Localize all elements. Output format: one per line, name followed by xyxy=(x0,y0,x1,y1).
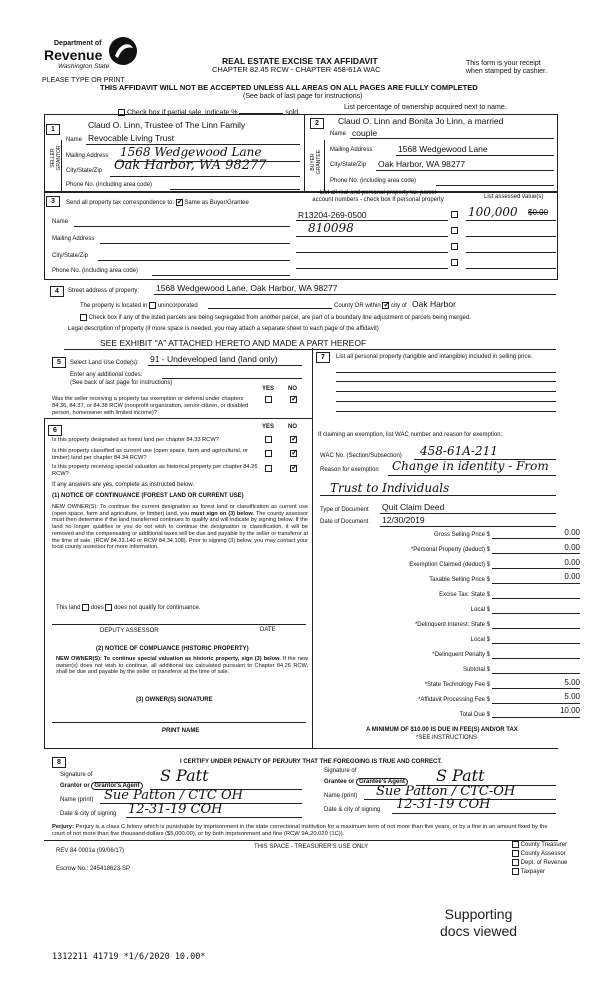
sec5-yes: YES xyxy=(262,386,275,392)
city-of-value: Oak Harbor xyxy=(412,299,456,309)
correspondence-name-label: Name xyxy=(52,219,69,225)
grantor-signature: S Patt xyxy=(160,766,209,785)
parcel-2-personal-checkbox[interactable] xyxy=(451,227,458,234)
continuance-row xyxy=(56,604,200,612)
grantee-name-label: Name xyxy=(330,131,347,137)
notice2-body xyxy=(56,656,308,676)
parcel-header-line1: List all real and personal property tax parcel xyxy=(319,190,437,196)
grantor-date-label: Date & city of signing xyxy=(60,811,117,817)
grantee-label-1: Grantee or xyxy=(324,779,355,785)
grantee-name-print: Sue Patton / CTC-OH xyxy=(376,784,516,799)
parcel-2: 810098 xyxy=(308,221,354,235)
segregated-label: Check box if any of the listed parcels are being segregated from another parcel, are part of a boundary line adjustment or parcels being merged. xyxy=(88,315,471,322)
fee-label: Gross Selling Price $ xyxy=(433,532,490,538)
copy-label: County Assessor xyxy=(520,851,566,858)
county-label: County OR within xyxy=(334,303,381,310)
form-chapter: CHAPTER 82.45 RCW - CHAPTER 458-61A WAC xyxy=(212,65,381,74)
unincorporated-label: unincorporated xyxy=(157,303,198,310)
doc-date-label: Date of Document xyxy=(320,519,369,525)
located-label: The property is located in xyxy=(80,303,148,310)
certify-statement: I CERTIFY UNDER PENALTY OF PERJURY THAT THE FOREGOING IS TRUE AND CORRECT. xyxy=(180,759,443,765)
exemption-note: If claiming an exemption, list WAC number and reason for exemption: xyxy=(318,432,503,438)
grantee-city-label: City/State/Zip xyxy=(330,162,367,168)
parcel-4-personal-checkbox[interactable] xyxy=(451,259,458,266)
fee-label: Taxable Selling Price $ xyxy=(429,577,490,583)
send-correspondence xyxy=(66,199,249,207)
wac-label: WAC No. (Section/Subsection) xyxy=(320,453,402,459)
additional-codes-label: Enter any additional codes: xyxy=(70,372,143,378)
supporting-line1: Supporting xyxy=(444,906,513,922)
copy-checkbox[interactable] xyxy=(512,841,519,848)
perjury-note xyxy=(52,824,554,838)
notice1-body xyxy=(52,504,308,551)
parcel-3-personal-checkbox[interactable] xyxy=(451,243,458,250)
receipt-note-line1: This form is your receipt xyxy=(466,60,541,67)
does-label: does xyxy=(90,605,104,612)
copy-checkbox[interactable] xyxy=(512,859,519,866)
sec6-no: NO xyxy=(288,424,297,430)
reason-value-2: Trust to Individuals xyxy=(330,481,450,495)
notice1-body-1: NEW OWNER(S): To continue the current designation as forest land or classification as current use (open space, farm and agriculture, or timber) land, you xyxy=(52,504,308,517)
seller-grantor-label: SELLER GRANTOR xyxy=(50,145,62,171)
copy-item xyxy=(512,859,567,868)
legal-desc-label: Legal description of property (if more space is needed, you may attach a separate sheet to each page of the affidavit) xyxy=(68,326,379,332)
grantor-name-label: Name xyxy=(66,137,83,143)
rev-number: REV 84 0001a (09/06/17) xyxy=(56,848,125,854)
assessed-1-struck: $0.00 xyxy=(528,208,549,217)
grantee-signature: S Patt xyxy=(436,766,485,785)
assessor-date-label: DATE xyxy=(260,627,276,633)
section-8-number: 8 xyxy=(52,757,66,768)
fee-label: Local $ xyxy=(470,607,490,613)
grantor-mailing-label: Mailing Address xyxy=(66,153,109,159)
grantee-name-line1: Claud O. Linn and Bonita Jo Linn, a married xyxy=(338,116,504,126)
land-use-see-back: (See back of last page for instructions) xyxy=(70,380,173,386)
exhibit-a: SEE EXHIBIT "A" ATTACHED HERETO AND MADE A PART HEREOF xyxy=(100,338,367,348)
fee-label: *Affidavit Processing Fee $ xyxy=(418,697,490,703)
fee-label: *State Technology Fee $ xyxy=(424,682,490,688)
q2-no-checkbox[interactable] xyxy=(290,450,297,457)
deputy-assessor-label: DEPUTY ASSESSOR xyxy=(100,628,159,634)
historic-question: Is this property receiving special valuation as historical property per chapter 84.26 RCW? xyxy=(52,464,258,477)
does-not-label: does not qualify for continuance. xyxy=(114,605,201,612)
copy-item xyxy=(512,841,567,850)
grantee-city-value: Oak Harbor, WA 98277 xyxy=(378,159,466,169)
grantor-sig-of: Signature of xyxy=(60,772,93,778)
section-1-number: 1 xyxy=(46,124,60,135)
grantor-city-label: City/State/Zip xyxy=(66,168,103,174)
copy-item xyxy=(512,850,567,859)
send-correspondence-label: Send all property tax correspondence to: xyxy=(66,200,175,207)
this-land-label: This land xyxy=(56,605,81,612)
copy-checkbox[interactable] xyxy=(512,868,519,875)
grantee-date-label: Date & city of signing xyxy=(324,807,381,813)
section-4-number: 4 xyxy=(50,286,64,297)
buyer-grantee-label: BUYER GRANTEE xyxy=(310,149,322,175)
logo-dept: Department of xyxy=(54,40,102,47)
warning-banner: THIS AFFIDAVIT WILL NOT BE ACCEPTED UNLESS ALL AREAS ON ALL PAGES ARE FULLY COMPLETED xyxy=(100,83,478,92)
city-of-checkbox[interactable] xyxy=(382,302,389,309)
assessed-header: List assessed value(s) xyxy=(484,194,544,200)
does-not-checkbox[interactable] xyxy=(105,604,112,611)
sec5-no: NO xyxy=(288,386,297,392)
assessed-1: 100,000 xyxy=(468,205,518,219)
q2-yes-checkbox[interactable] xyxy=(265,450,272,457)
copy-label: County Treasurer xyxy=(520,842,568,849)
fee-label: *Personal Property (deduct) $ xyxy=(410,547,490,553)
grantee-mailing-value: 1568 Wedgewood Lane xyxy=(398,144,488,154)
supporting-docs xyxy=(440,906,517,940)
section-5-number: 5 xyxy=(52,357,66,368)
doc-type-value: Quit Claim Deed xyxy=(382,502,445,512)
forest-land-question: Is this property designated as forest land per chapter 84.33 RCW? xyxy=(52,437,219,443)
please-type: PLEASE TYPE OR PRINT xyxy=(42,77,125,84)
notice2-title: (2) NOTICE OF COMPLIANCE (HISTORIC PROPERTY) xyxy=(96,646,249,652)
parcel-header-line2: account numbers - check box if personal property xyxy=(312,197,444,204)
notice2-body-1: NEW OWNER(S): To continue special valuation as historic property, sign (3) below. xyxy=(56,656,281,662)
doc-date-value: 12/30/2019 xyxy=(382,515,425,525)
located-row xyxy=(80,302,198,310)
wac-value: 458-61A-211 xyxy=(420,444,498,458)
partial-sale-label: Check box if partial sale, indicate % xyxy=(126,109,238,117)
personal-property-label: List all personal property (tangible and intangible) included in selling price. xyxy=(336,354,533,360)
fee-value: 0.00 xyxy=(564,528,580,537)
receipt-note xyxy=(466,60,547,77)
fee-value: 0.00 xyxy=(564,543,580,552)
sec5-no-checkbox[interactable] xyxy=(290,396,297,403)
grantee-date: 12-31-19 COH xyxy=(396,797,491,812)
q1-yes-checkbox[interactable] xyxy=(265,436,272,443)
grantee-name-print-label: Name (print) xyxy=(324,793,358,799)
reason-label: Reason for exemption xyxy=(320,467,379,473)
notice1-title: (1) NOTICE OF CONTINUANCE (FOREST LAND OR CURRENT USE) xyxy=(52,493,244,499)
fee-value: 5.00 xyxy=(564,678,580,687)
perjury-label: Perjury: xyxy=(52,824,74,830)
segregated-row xyxy=(80,314,471,322)
street-label: Street address of property: xyxy=(68,288,140,294)
unincorporated-checkbox[interactable] xyxy=(149,302,156,309)
correspondence-city-label: City/State/Zip xyxy=(52,253,89,259)
perjury-text: Perjury is a class C felony which is punishable by imprisonment in the state correctional institution for a maximum term of not more than five years, or by a fine in an amount fixed by the court of not more than five thousand dollars ($5,000.00), or by both imprisonment and fine (RCW 9A.20.020 (1C)). xyxy=(52,824,548,837)
logo-state: Washington State xyxy=(58,63,110,70)
section-3-number: 3 xyxy=(46,196,60,207)
reason-value-1: Change in identity - From xyxy=(392,459,549,473)
notice1-must-sign: must sign on (3) below. xyxy=(191,510,255,517)
q3-yes-checkbox[interactable] xyxy=(265,465,272,472)
fee-label: Total Due $ xyxy=(459,712,490,718)
grantee-mailing-label: Mailing Address xyxy=(330,147,373,153)
copy-item xyxy=(512,868,567,877)
does-checkbox[interactable] xyxy=(82,604,89,611)
grantor-date: 12-31-19 COH xyxy=(128,802,223,817)
street-value: 1568 Wedgewood Lane, Oak Harbor, WA 98277 xyxy=(156,283,338,293)
grantor-agent-label: Grantor's Agent xyxy=(91,782,142,790)
fee-value: 10.00 xyxy=(559,706,580,715)
same-as-buyer-label: Same as Buyer/Grantee xyxy=(184,200,249,207)
grantor-name-print: Sue Patton / CTC OH xyxy=(104,788,244,803)
grantee-name-line2: couple xyxy=(352,128,378,138)
receipt-note-line2: when stamped by cashier. xyxy=(466,68,547,76)
supporting-line2: docs viewed xyxy=(440,923,518,939)
sold-label: sold. xyxy=(285,109,301,117)
correspondence-phone-label: Phone No. (including area code) xyxy=(52,268,139,274)
land-use-value: 91 - Undeveloped land (land only) xyxy=(150,354,278,364)
grantor-phone-label: Phone No. (including area code) xyxy=(66,182,153,188)
treasurer-use: THIS SPACE - TREASURER'S USE ONLY xyxy=(254,844,369,850)
section-7-number: 7 xyxy=(316,352,330,363)
grantor-mailing-value: 1568 Wedgewood Lane xyxy=(120,145,262,159)
city-of-label: city of xyxy=(391,303,407,310)
notice2-body-2: If the new owner(s) does not wish to continue, all additional tax calculated pursuant to Chapter 84.26 RCW, shall be due and payable by the seller or transferor at the time of sale. xyxy=(56,656,308,676)
owner-signature-label: (3) OWNER(S) SIGNATURE xyxy=(136,697,213,703)
fee-value: 5.00 xyxy=(564,692,580,701)
recording-stamp: 1312211 41719 *1/6/2020 10.00* xyxy=(52,952,206,962)
if-yes-note: If any answers are yes, complete as instructed below. xyxy=(52,482,195,488)
grantor-city-value: Oak Harbor, WA 98277 xyxy=(114,158,267,173)
section-2-number: 2 xyxy=(310,118,324,129)
fee-label: Excise Tax: State $ xyxy=(439,592,490,598)
correspondence-mailing-label: Mailing Address xyxy=(52,236,95,242)
escrow-number: Escrow No.: 245418623-SP xyxy=(56,866,131,872)
grantor-name-line2: Revocable Living Trust xyxy=(88,133,174,143)
fee-label: Subtotal $ xyxy=(462,667,490,673)
see-instructions: *SEE INSTRUCTIONS xyxy=(416,735,478,741)
logo-revenue: Revenue xyxy=(44,47,103,63)
logo-swoosh-icon xyxy=(106,34,140,68)
parcel-1-personal-checkbox[interactable] xyxy=(451,211,458,218)
grantee-phone-label: Phone No. (including area code) xyxy=(330,178,417,184)
current-use-question: Is this property classified as current use (open space, farm and agricultural, or timber) land per chapter 84.34 RCW? xyxy=(52,448,248,461)
fee-label: Exemption Claimed (deduct) $ xyxy=(409,562,490,568)
grantor-label-1: Grantor or xyxy=(60,783,90,789)
same-as-buyer-checkbox[interactable] xyxy=(176,199,183,206)
grantor-name-print-label: Name (print) xyxy=(60,797,94,803)
sec5-yes-checkbox[interactable] xyxy=(265,396,272,403)
notice1-body-2: The county assessor must then determine if the land transferred continues to qualify and will indicate by signing below. If the land no longer qualifies or you do not wish to continue the designation or classification, it will be removed and the compensating or additional taxes will be due and payable by the seller or transferor at the time of sale. (RCW 84.33.140 or RCW 84.34.108). Prior to signing (3) below, you may contact your local county assessor for more information. xyxy=(52,510,308,551)
exemption-question: Was the seller receiving a property tax exemption or deferral under chapters 84.36, 84.37, or 84.38 RCW (nonprofit organization, senior citizen, or disabled person, homeowner with limited income)? xyxy=(52,396,249,416)
fee-label: *Delinquent Interest: State $ xyxy=(414,622,490,628)
fee-label: *Delinquent Penalty $ xyxy=(432,652,490,658)
sec6-yes: YES xyxy=(262,424,275,430)
see-back: (See back of last page for instructions) xyxy=(243,93,363,100)
minimum-note: A MINIMUM OF $10.00 IS DUE IN FEE(S) AND/OR TAX xyxy=(366,727,518,733)
fee-label: Local $ xyxy=(470,637,490,643)
ownership-note: List percentage of ownership acquired next to name. xyxy=(344,104,507,111)
copy-label: Dept. of Revenue xyxy=(520,860,568,867)
doc-type-label: Type of Document xyxy=(320,507,369,513)
q3-no-checkbox[interactable] xyxy=(290,465,297,472)
copy-checkbox[interactable] xyxy=(512,850,519,857)
copy-label: Taxpayer xyxy=(520,869,545,876)
land-use-label: Select Land Use Code(s): xyxy=(70,360,139,366)
segregated-checkbox[interactable] xyxy=(80,314,87,321)
grantee-agent-label: Grantee's Agent xyxy=(356,778,408,786)
print-name-label: PRINT NAME xyxy=(162,728,200,734)
parcel-header xyxy=(298,190,458,204)
county-row xyxy=(334,302,407,310)
dor-logo xyxy=(42,38,142,78)
copy-distribution xyxy=(512,841,567,877)
section-6-number: 6 xyxy=(48,425,62,436)
fee-value: 0.00 xyxy=(564,572,580,581)
grantor-name-line1: Claud O. Linn, Trustee of The Linn Family xyxy=(88,120,246,130)
parcel-1: R13204-269-0500 xyxy=(298,210,367,220)
form-title: REAL ESTATE EXCISE TAX AFFIDAVIT xyxy=(222,56,378,66)
fee-value: 0.00 xyxy=(564,558,580,567)
grantee-sig-of: Signature of xyxy=(324,768,357,774)
q1-no-checkbox[interactable] xyxy=(290,436,297,443)
